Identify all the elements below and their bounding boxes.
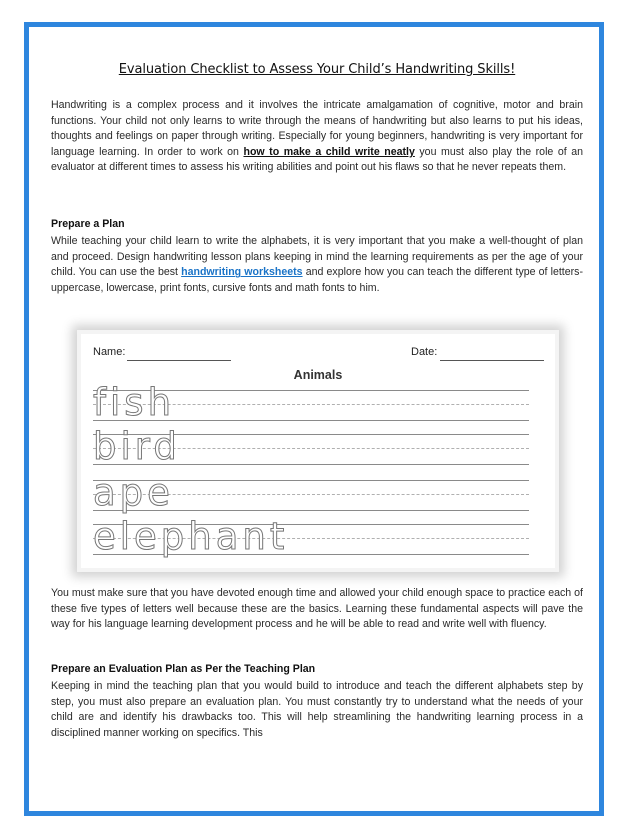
trace-word: fish <box>93 381 176 424</box>
handwriting-worksheets-link[interactable]: handwriting worksheets <box>181 266 303 279</box>
name-blank-line <box>127 360 231 361</box>
trace-word: ape <box>93 471 174 514</box>
worksheet-title: Animals <box>293 368 343 382</box>
evaluation-plan-paragraph: Keeping in mind the teaching plan that you would build to introduce and teach the different alphabets step by step, you must also prepare an evaluation plan. You must constantly try to understand what the needs of your child are and identify his drawbacks too. This will help streamlining the handwriting learning process in a disciplined manner working on specifics. This <box>51 680 583 739</box>
document-title: Evaluation Checklist to Assess Your Child’s Handwriting Skills! <box>118 62 516 77</box>
practice-paragraph: You must make sure that you have devoted enough time and allowed your child enough space to practice each of these five types of letters well because these are the basics. Learning these fundamental aspects will pave the way for his language learning development process and he will be able to read and write well with fluency. <box>51 587 583 631</box>
section-heading-prepare-plan: Prepare a Plan <box>51 218 125 230</box>
worksheet-date-label: Date: <box>411 346 438 358</box>
date-blank-line <box>440 360 544 361</box>
trace-word: elephant <box>93 515 289 558</box>
section-heading-evaluation-plan: Prepare an Evaluation Plan as Per the Teaching Plan <box>51 663 316 675</box>
worksheet-name-label: Name: <box>93 346 126 358</box>
worksheet-image <box>77 330 559 572</box>
emphasis-phrase: how to make a child write neatly <box>243 145 415 158</box>
intro-paragraph: Handwriting is a complex process and it involves the intricate amalgamation of cognitive, motor and brain functions. Your child not only learns to write through the means of handwriting but also learns to put his ideas, thoughts and feelings on paper through writing. Especially for young beginners, handwriting is very important for language learning. In order to work on how to make a child write neatly you must also play the role of an evaluator at different times to assess his writing abilities and point out his flaws so that he never repeats them. <box>51 99 583 174</box>
prepare-plan-paragraph: While teaching your child learn to write the alphabets, it is very important that you make a well-thought of plan and proceed. Design handwriting lesson plans keeping in mind the learning requirements as per the age of your child. You can use the best handwriting worksheets and explore how you can teach the different type of letters- uppercase, lowercase, print fonts, cursive fonts and math fonts to him. <box>51 235 583 294</box>
trace-word: bird <box>93 425 181 468</box>
worksheet-sheet <box>81 334 555 568</box>
